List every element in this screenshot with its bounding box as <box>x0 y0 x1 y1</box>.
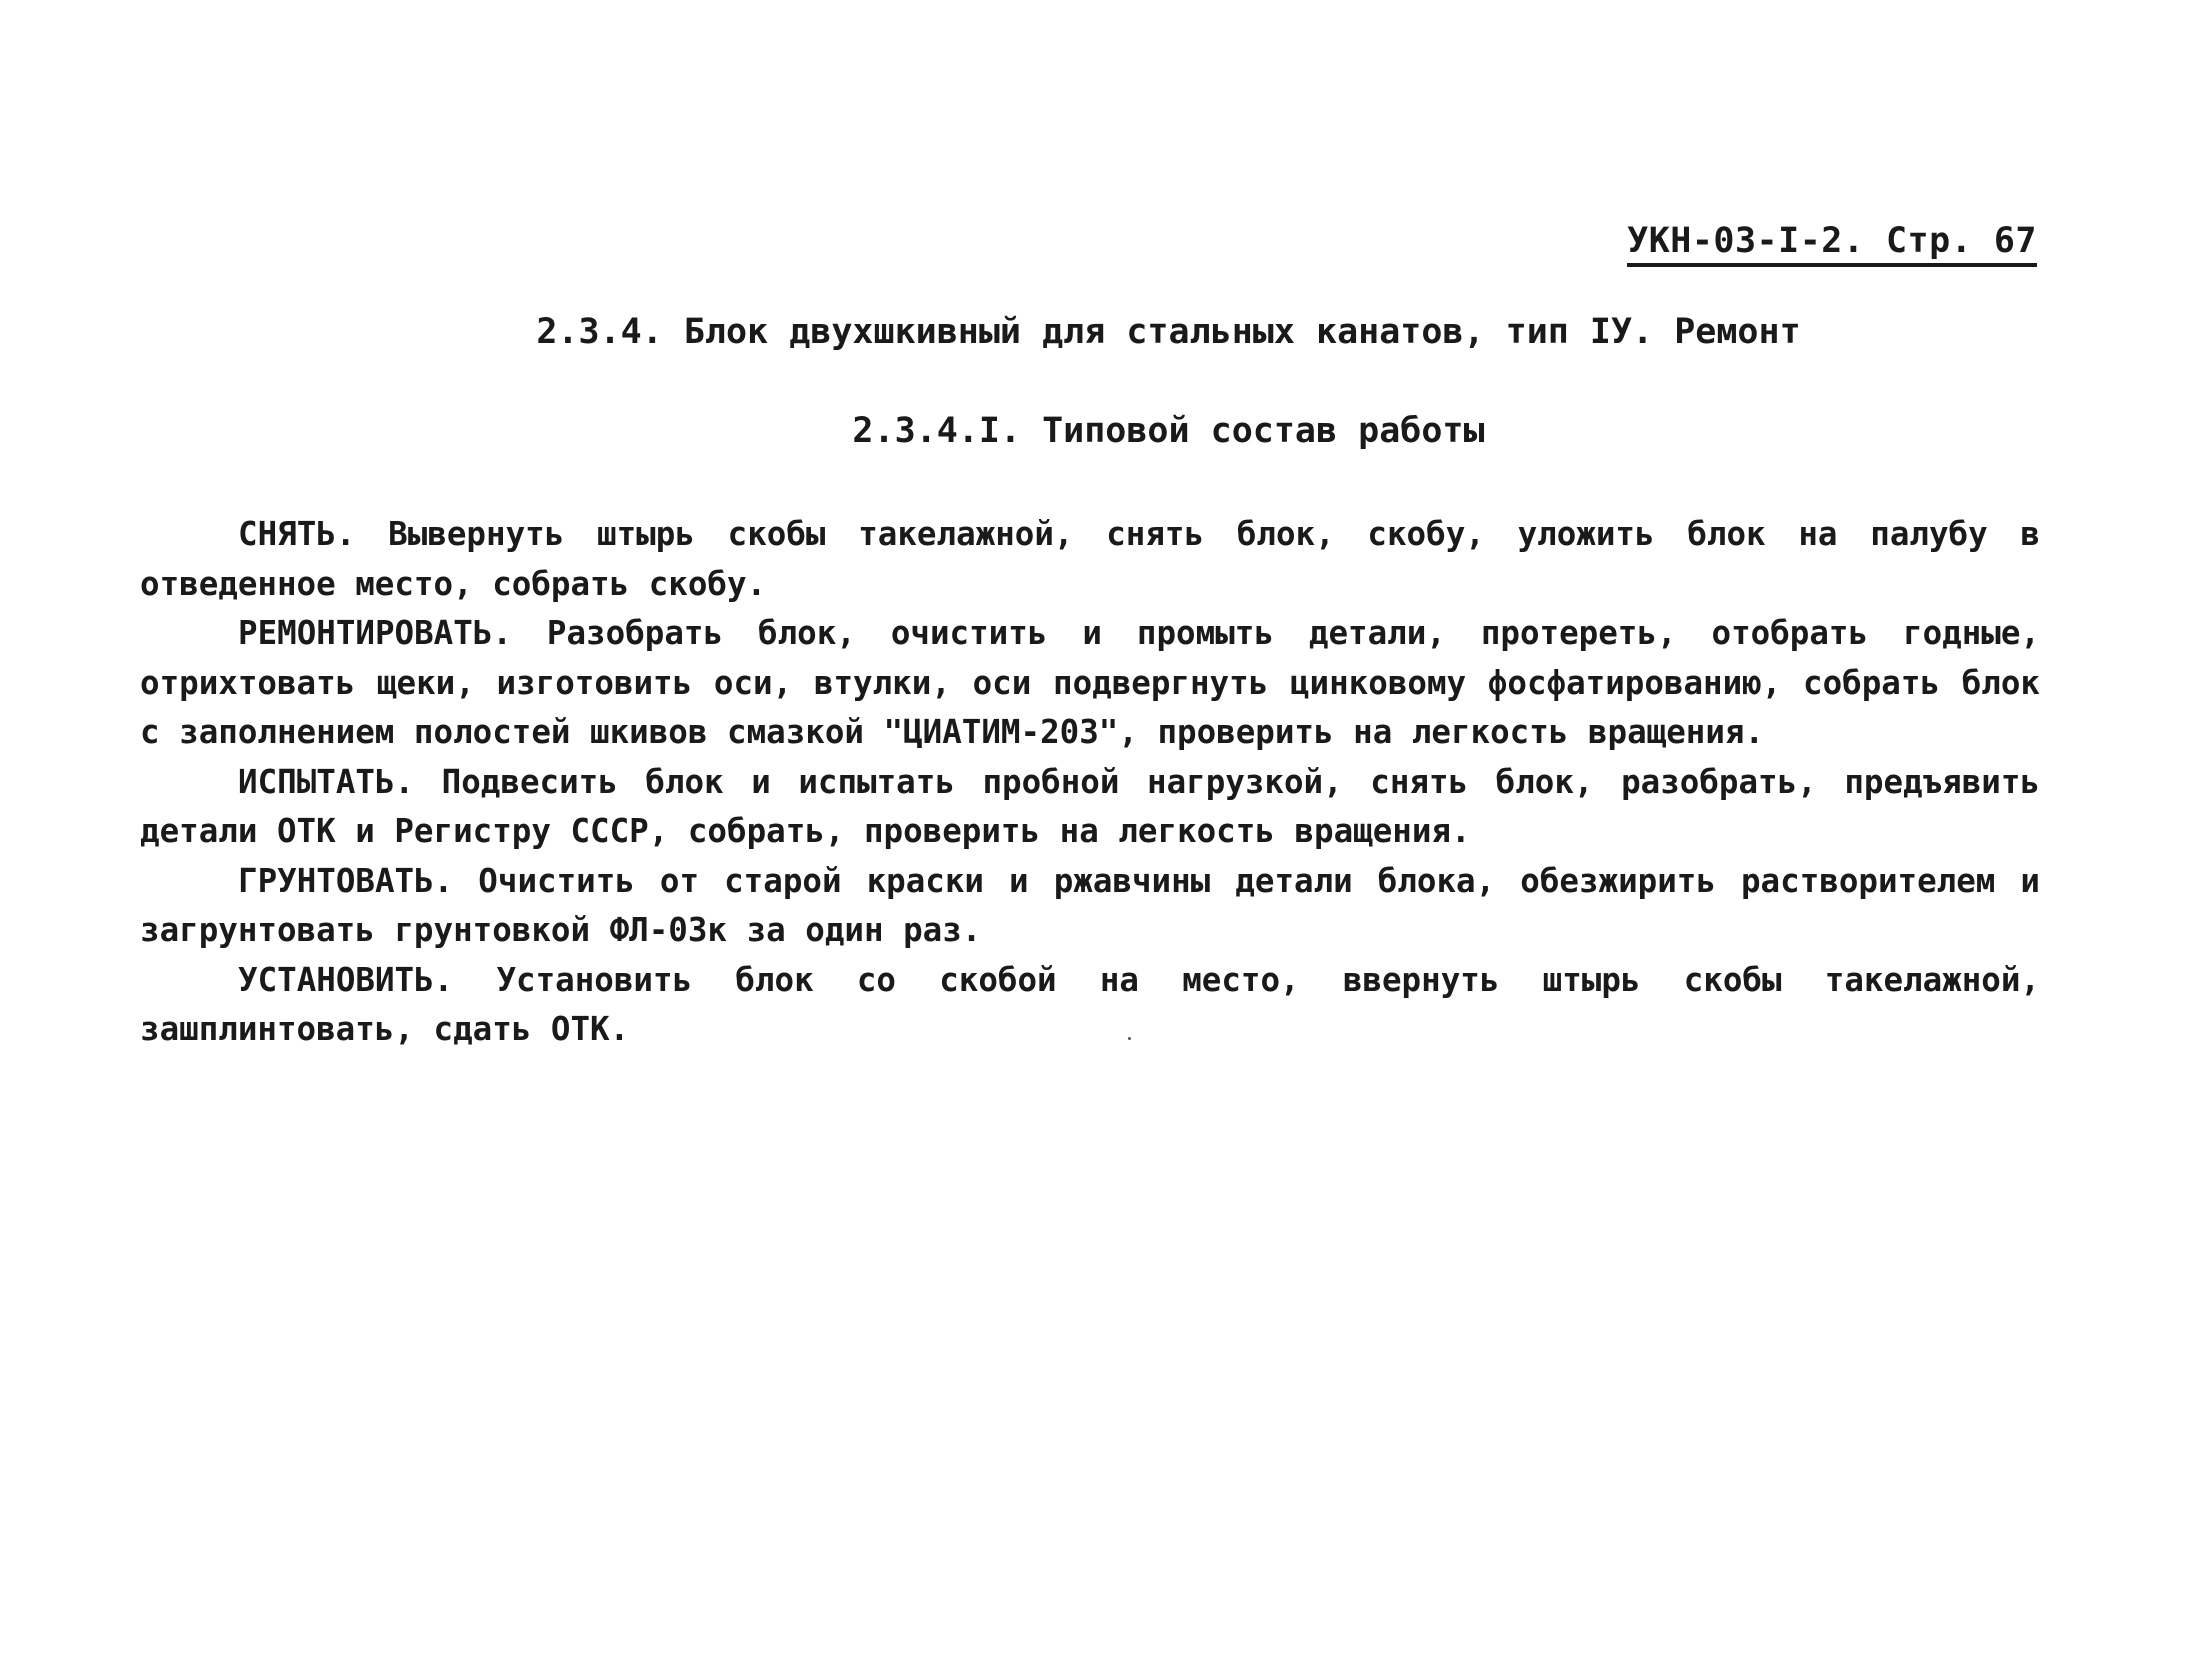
page-header-doc-code: УКН-03-I-2. Стр. 67 <box>1627 222 2037 267</box>
section-title: 2.3.4. Блок двухшкивный для стальных канатов, тип IУ. Ремонт <box>536 312 1801 352</box>
paragraph-prime: ГРУНТОВАТЬ. Очистить от старой краски и ржавчины детали блока, обезжирить растворителем и загрунтовать грунтовкой ФЛ-03к за один раз. <box>140 861 2040 949</box>
paragraph-test: ИСПЫТАТЬ. Подвесить блок и испытать пробной нагрузкой, снять блок, разобрать, предъявить детали ОТК и Регистру СССР, собрать, проверить на легкость вращения. <box>140 762 2040 850</box>
paragraph-repair: РЕМОНТИРОВАТЬ. Разобрать блок, очистить и промыть детали, протереть, отобрать годные, отрихтовать щеки, изготовить оси, втулки, оси подвергнуть цинковому фосфатированию, собрать блок с заполнением полостей шкивов смазкой "ЦИАТИМ-203", проверить на легкость вращения. <box>140 614 2040 751</box>
scan-speck <box>1128 1037 1131 1040</box>
paragraph-remove: СНЯТЬ. Вывернуть штырь скобы такелажной, снять блок, скобу, уложить блок на палубу в отведенное место, собрать скобу. <box>140 515 2040 603</box>
paragraph-install: УСТАНОВИТЬ. Установить блок со скобой на место, ввернуть штырь скобы такелажной, зашплинтовать, сдать ОТК. <box>140 960 2040 1048</box>
subsection-title: 2.3.4.I. Типовой состав работы <box>852 411 1485 451</box>
body-text <box>140 510 2040 1055</box>
